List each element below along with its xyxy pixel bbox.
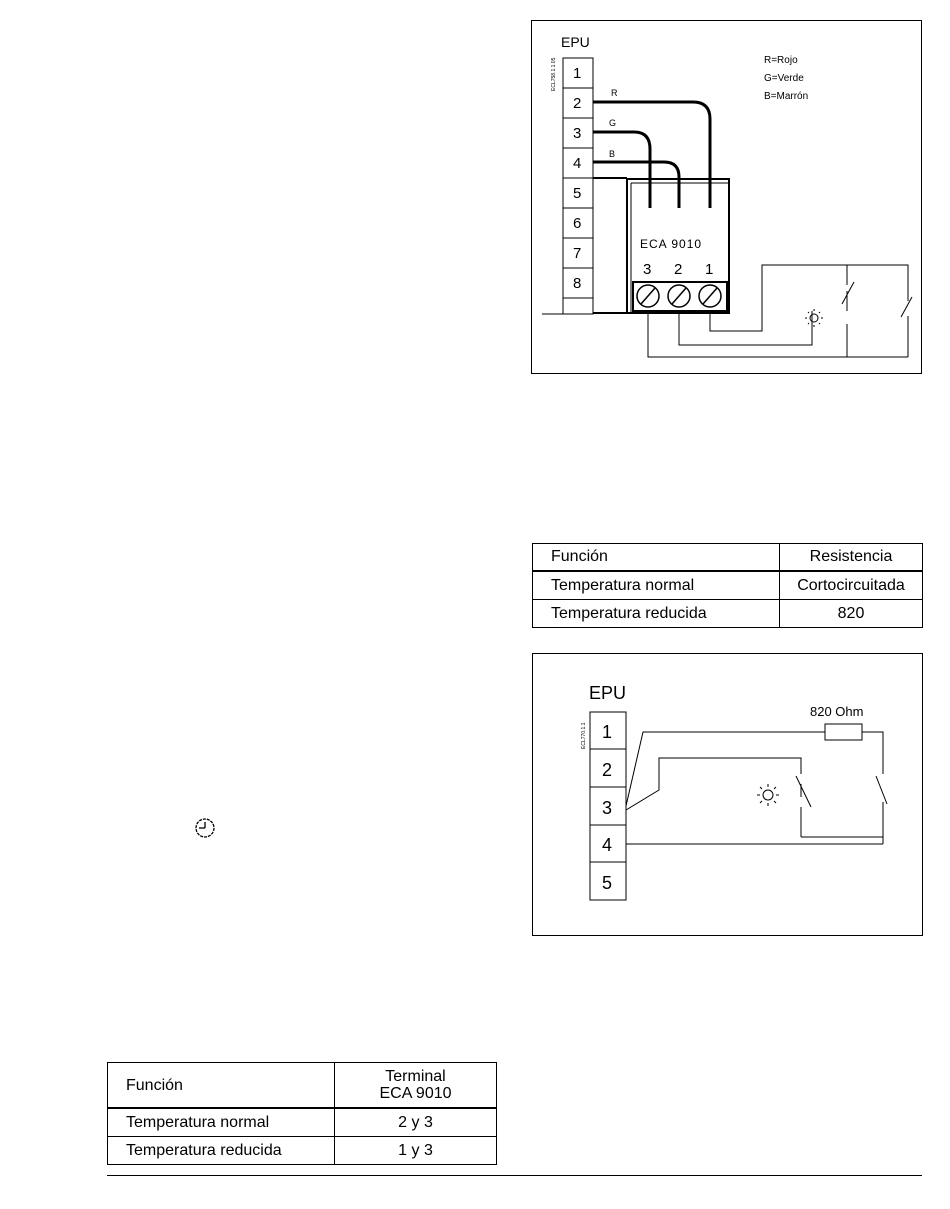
terminal-table — [107, 1062, 497, 1165]
screw-terminals — [633, 282, 727, 311]
terminal-6: 6 — [573, 215, 582, 232]
legend-rojo: R=Rojo — [764, 55, 798, 66]
terminal-7: 7 — [573, 245, 582, 262]
clock-icon — [194, 817, 216, 839]
table-cell: Temperatura reducida — [108, 1137, 335, 1165]
legend-verde: G=Verde — [764, 73, 804, 84]
wiring-diagram-resistor — [532, 653, 923, 936]
table-header-row — [108, 1063, 497, 1109]
column-header-funcion: Función — [533, 544, 780, 572]
terminal-1: 1 — [602, 722, 613, 742]
wire-label-g: G — [609, 118, 617, 128]
module-terminal-3: 3 — [643, 261, 652, 278]
diagram-code: ECL758.1.1.05 — [551, 57, 557, 91]
table-cell: 820 — [780, 600, 923, 628]
moon-icon — [855, 784, 863, 800]
terminal-5: 5 — [602, 873, 613, 893]
epu-label: EPU — [589, 683, 627, 703]
terminal-4: 4 — [602, 835, 613, 855]
sun-icon — [757, 784, 779, 806]
wiring-diagram-resistor-drawing — [533, 654, 922, 935]
table-row — [533, 600, 923, 628]
table-row — [108, 1108, 497, 1137]
resistor-label: 820 Ohm — [810, 704, 864, 719]
wiring-diagram-eca9010-drawing — [532, 21, 921, 373]
legend-marron: B=Marrón — [764, 91, 809, 102]
column-header-resistencia: Resistencia — [780, 544, 923, 572]
column-header-terminal-line1: Terminal — [385, 1068, 446, 1085]
table-row — [533, 571, 923, 600]
column-header-terminal-line2: ECA 9010 — [379, 1085, 452, 1102]
switch-circuit — [626, 732, 887, 844]
terminal-8: 8 — [573, 275, 582, 292]
table-cell: 1 y 3 — [335, 1137, 497, 1165]
wire-label-r: R — [611, 88, 618, 98]
column-header-funcion: Función — [108, 1063, 335, 1109]
table-cell: Temperatura normal — [108, 1108, 335, 1137]
epu-label: EPU — [561, 34, 590, 50]
terminal-2: 2 — [602, 760, 613, 780]
terminal-5: 5 — [573, 185, 582, 202]
terminal-2: 2 — [573, 95, 582, 112]
wire-label-b: B — [609, 149, 616, 159]
sun-icon — [805, 309, 823, 327]
column-header-terminal — [335, 1063, 497, 1109]
epu-terminal-strip — [542, 58, 593, 314]
wiring-diagram-eca9010 — [531, 20, 922, 374]
table-cell: 2 y 3 — [335, 1108, 497, 1137]
resistance-table — [532, 543, 923, 628]
table-row — [108, 1137, 497, 1165]
terminal-4: 4 — [573, 155, 582, 172]
terminal-3: 3 — [602, 798, 613, 818]
resistor — [825, 724, 862, 740]
table-header-row — [533, 544, 923, 572]
table-cell: Temperatura normal — [533, 571, 780, 600]
module-terminal-1: 1 — [705, 261, 714, 278]
module-terminal-2: 2 — [674, 261, 683, 278]
table-cell: Temperatura reducida — [533, 600, 780, 628]
terminal-3: 3 — [573, 125, 582, 142]
moon-icon — [880, 308, 886, 320]
table-cell: Cortocircuitada — [780, 571, 923, 600]
terminal-1: 1 — [573, 65, 582, 82]
diagram-code: ECL770.1.1 — [581, 722, 587, 749]
module-label: ECA 9010 — [640, 237, 703, 251]
footer-rule — [107, 1175, 922, 1176]
